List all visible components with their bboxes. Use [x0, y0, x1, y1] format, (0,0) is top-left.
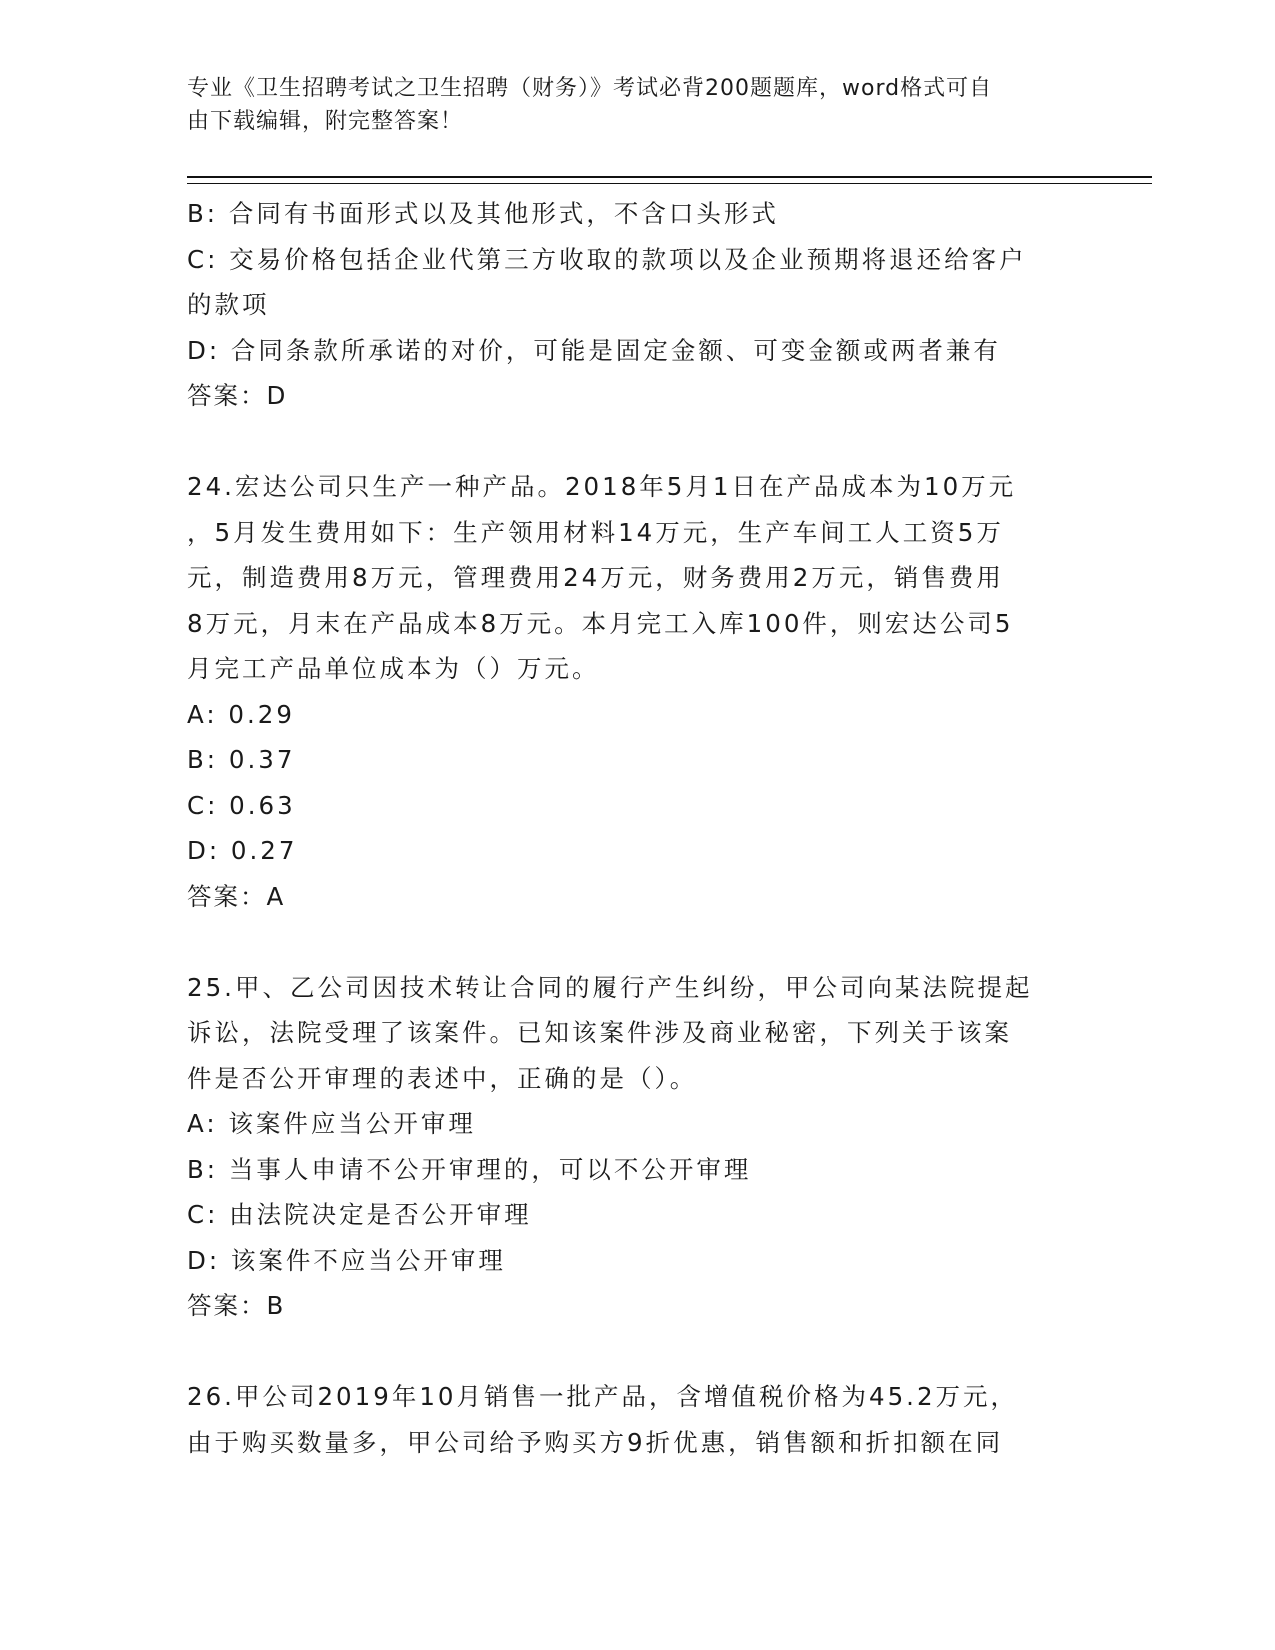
option-a: A: 该案件应当公开审理 — [187, 1109, 476, 1138]
option-b: B: 合同有书面形式以及其他形式，不含口头形式 — [187, 199, 779, 228]
option-a: A: 0.29 — [187, 699, 295, 729]
option-b: B: 0.37 — [187, 745, 296, 774]
question-25 — [187, 965, 1087, 1329]
option-c-continued: 的款项 — [187, 290, 270, 319]
question-24 — [187, 464, 1087, 919]
spacer — [187, 919, 1087, 965]
question-23-tail — [187, 191, 1087, 419]
question-stem-line: 25.甲、乙公司因技术转让合同的履行产生纠纷，甲公司向某法院提起 — [187, 972, 1033, 1002]
document-header — [187, 72, 1067, 138]
spacer — [187, 1329, 1087, 1375]
option-d: D: 0.27 — [187, 836, 298, 865]
question-stem-line: 诉讼，法院受理了该案件。已知该案件涉及商业秘密，下列关于该案 — [187, 1018, 1012, 1047]
answer: 答案：D — [187, 381, 288, 410]
question-stem-line: 月完工产品单位成本为（）万元。 — [187, 654, 600, 683]
question-stem-line: 26.甲公司2019年10月销售一批产品，含增值税价格为45.2万元， — [187, 1382, 1019, 1411]
answer: 答案：B — [187, 1291, 286, 1320]
question-26 — [187, 1374, 1087, 1465]
header-rule-thin — [187, 183, 1152, 184]
header-line-1: 专业《卫生招聘考试之卫生招聘（财务）》考试必背200题题库，word格式可自 — [187, 76, 993, 101]
question-stem-line: ，5月发生费用如下：生产领用材料14万元，生产车间工人工资5万 — [187, 517, 1004, 547]
spacer — [187, 419, 1087, 465]
option-d: D: 合同条款所承诺的对价，可能是固定金额、可变金额或两者兼有 — [187, 335, 1001, 365]
header-line-2: 由下载编辑，附完整答案！ — [187, 109, 464, 134]
option-c: C: 由法院决定是否公开审理 — [187, 1200, 532, 1229]
option-c: C: 交易价格包括企业代第三方收取的款项以及企业预期将退还给客户 — [187, 244, 1027, 274]
header-rule-thick — [187, 176, 1152, 178]
question-stem-line: 8万元，月末在产品成本8万元。本月完工入库100件，则宏达公司5 — [187, 608, 1014, 638]
option-d: D: 该案件不应当公开审理 — [187, 1245, 506, 1275]
option-b: B: 当事人申请不公开审理的，可以不公开审理 — [187, 1154, 752, 1184]
answer: 答案：A — [187, 881, 286, 911]
question-content — [187, 191, 1087, 1465]
question-stem-line: 24.宏达公司只生产一种产品。2018年5月1日在产品成本为10万元 — [187, 472, 1017, 501]
question-stem-line: 件是否公开审理的表述中，正确的是（）。 — [187, 1063, 698, 1093]
option-c: C: 0.63 — [187, 790, 296, 820]
question-stem-line: 元，制造费用8万元，管理费用24万元，财务费用2万元，销售费用 — [187, 563, 1004, 592]
question-stem-line: 由于购买数量多，甲公司给予购买方9折优惠，销售额和折扣额在同 — [187, 1427, 1004, 1457]
